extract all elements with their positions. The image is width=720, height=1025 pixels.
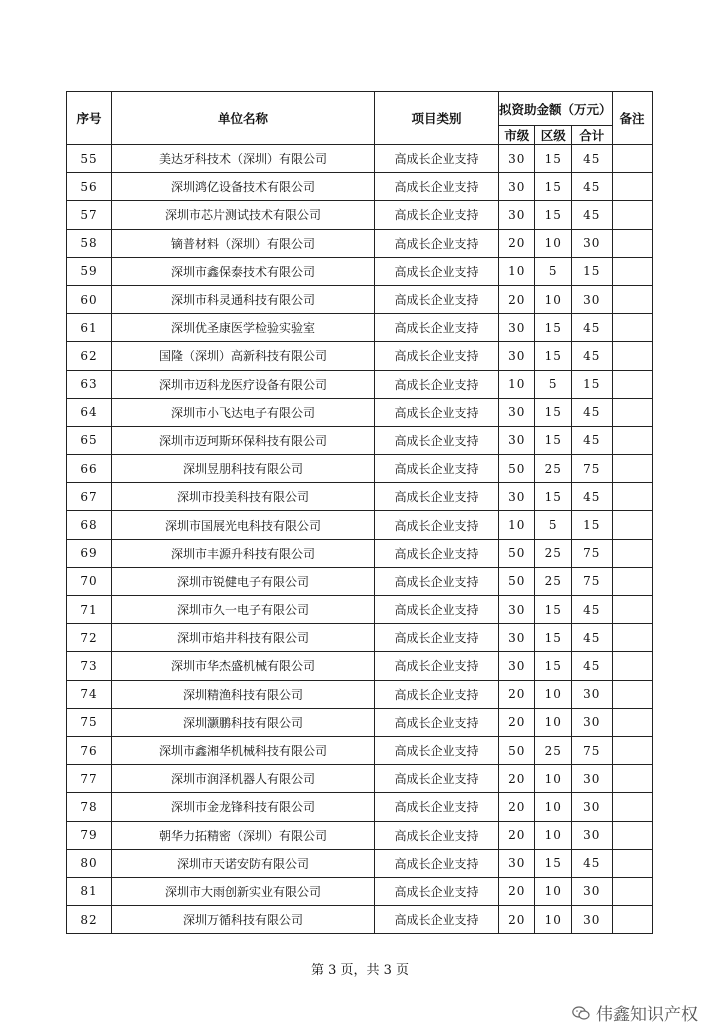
cell-total-amount: 45: [571, 483, 612, 511]
table-row: [67, 708, 653, 736]
table-row: [67, 342, 653, 370]
cell-district-amount: 5: [535, 511, 571, 539]
cell-city-amount: 30: [499, 426, 535, 454]
cell-category: 高成长企业支持: [375, 455, 499, 483]
cell-city-amount: 20: [499, 285, 535, 313]
cell-district-amount: 25: [535, 455, 571, 483]
cell-category: 高成长企业支持: [375, 765, 499, 793]
cell-district-amount: 15: [535, 483, 571, 511]
cell-remarks: [612, 455, 652, 483]
table-body: [67, 145, 653, 934]
cell-seq: 64: [67, 398, 112, 426]
cell-seq: 57: [67, 201, 112, 229]
cell-remarks: [612, 736, 652, 764]
cell-category: 高成长企业支持: [375, 342, 499, 370]
cell-total-amount: 45: [571, 596, 612, 624]
cell-company-name: 深圳市大雨创新实业有限公司: [112, 877, 375, 905]
cell-remarks: [612, 201, 652, 229]
cell-total-amount: 75: [571, 455, 612, 483]
cell-company-name: 深圳市丰源升科技有限公司: [112, 539, 375, 567]
cell-company-name: 深圳市迈科龙医疗设备有限公司: [112, 370, 375, 398]
cell-company-name: 深圳市金龙锋科技有限公司: [112, 793, 375, 821]
cell-seq: 78: [67, 793, 112, 821]
cell-remarks: [612, 652, 652, 680]
cell-company-name: 深圳市天诺安防有限公司: [112, 849, 375, 877]
cell-district-amount: 25: [535, 736, 571, 764]
watermark-text: 伟鑫知识产权: [596, 1005, 698, 1025]
table-row: [67, 765, 653, 793]
cell-category: 高成长企业支持: [375, 877, 499, 905]
cell-total-amount: 30: [571, 793, 612, 821]
cell-seq: 60: [67, 285, 112, 313]
cell-company-name: 深圳市久一电子有限公司: [112, 596, 375, 624]
table-row: [67, 567, 653, 595]
cell-total-amount: 45: [571, 426, 612, 454]
cell-seq: 61: [67, 314, 112, 342]
cell-total-amount: 30: [571, 229, 612, 257]
cell-seq: 81: [67, 877, 112, 905]
cell-category: 高成长企业支持: [375, 736, 499, 764]
table-row: [67, 793, 653, 821]
cell-total-amount: 45: [571, 201, 612, 229]
header-remarks: 备注: [612, 92, 652, 145]
cell-city-amount: 30: [499, 342, 535, 370]
cell-city-amount: 20: [499, 877, 535, 905]
cell-city-amount: 30: [499, 483, 535, 511]
cell-remarks: [612, 708, 652, 736]
cell-city-amount: 30: [499, 314, 535, 342]
table-row: [67, 821, 653, 849]
cell-city-amount: 30: [499, 145, 535, 173]
cell-category: 高成长企业支持: [375, 511, 499, 539]
cell-category: 高成长企业支持: [375, 849, 499, 877]
cell-total-amount: 15: [571, 370, 612, 398]
table-row: [67, 680, 653, 708]
cell-district-amount: 10: [535, 793, 571, 821]
cell-total-amount: 30: [571, 821, 612, 849]
table-row: [67, 483, 653, 511]
table-row: [67, 596, 653, 624]
cell-seq: 56: [67, 173, 112, 201]
cell-district-amount: 15: [535, 173, 571, 201]
table-row: [67, 426, 653, 454]
cell-district-amount: 10: [535, 906, 571, 934]
cell-total-amount: 30: [571, 906, 612, 934]
cell-seq: 63: [67, 370, 112, 398]
cell-category: 高成长企业支持: [375, 483, 499, 511]
cell-category: 高成长企业支持: [375, 370, 499, 398]
cell-category: 高成长企业支持: [375, 426, 499, 454]
cell-district-amount: 10: [535, 877, 571, 905]
cell-category: 高成长企业支持: [375, 708, 499, 736]
cell-district-amount: 15: [535, 652, 571, 680]
cell-category: 高成长企业支持: [375, 398, 499, 426]
table-row: [67, 455, 653, 483]
cell-district-amount: 10: [535, 285, 571, 313]
cell-remarks: [612, 342, 652, 370]
cell-district-amount: 15: [535, 624, 571, 652]
cell-company-name: 朝华力拓精密（深圳）有限公司: [112, 821, 375, 849]
cell-company-name: 深圳市国展光电科技有限公司: [112, 511, 375, 539]
cell-district-amount: 10: [535, 680, 571, 708]
cell-city-amount: 10: [499, 370, 535, 398]
cell-remarks: [612, 370, 652, 398]
cell-total-amount: 45: [571, 624, 612, 652]
table-row: [67, 229, 653, 257]
cell-company-name: 深圳万循科技有限公司: [112, 906, 375, 934]
cell-company-name: 深圳优圣康医学检验实验室: [112, 314, 375, 342]
cell-category: 高成长企业支持: [375, 596, 499, 624]
cell-city-amount: 20: [499, 708, 535, 736]
cell-seq: 77: [67, 765, 112, 793]
table-row: [67, 511, 653, 539]
cell-city-amount: 30: [499, 849, 535, 877]
cell-company-name: 深圳市鑫湘华机械科技有限公司: [112, 736, 375, 764]
cell-category: 高成长企业支持: [375, 567, 499, 595]
cell-district-amount: 15: [535, 596, 571, 624]
cell-remarks: [612, 539, 652, 567]
funding-table: [66, 91, 653, 934]
cell-category: 高成长企业支持: [375, 539, 499, 567]
cell-total-amount: 45: [571, 314, 612, 342]
cell-city-amount: 30: [499, 596, 535, 624]
cell-total-amount: 30: [571, 765, 612, 793]
cell-remarks: [612, 285, 652, 313]
cell-company-name: 深圳市焰井科技有限公司: [112, 624, 375, 652]
cell-seq: 62: [67, 342, 112, 370]
cell-company-name: 美达牙科技术（深圳）有限公司: [112, 145, 375, 173]
cell-seq: 79: [67, 821, 112, 849]
cell-city-amount: 10: [499, 257, 535, 285]
cell-seq: 59: [67, 257, 112, 285]
header-seq: 序号: [67, 92, 112, 145]
header-category: 项目类别: [375, 92, 499, 145]
cell-seq: 58: [67, 229, 112, 257]
cell-company-name: 深圳灏鹏科技有限公司: [112, 708, 375, 736]
table-row: [67, 736, 653, 764]
cell-remarks: [612, 877, 652, 905]
table-row: [67, 370, 653, 398]
cell-remarks: [612, 793, 652, 821]
cell-category: 高成长企业支持: [375, 821, 499, 849]
cell-city-amount: 20: [499, 680, 535, 708]
cell-seq: 80: [67, 849, 112, 877]
table-row: [67, 173, 653, 201]
table-row: [67, 257, 653, 285]
cell-company-name: 深圳市小飞达电子有限公司: [112, 398, 375, 426]
cell-company-name: 镝普材料（深圳）有限公司: [112, 229, 375, 257]
cell-district-amount: 10: [535, 765, 571, 793]
cell-company-name: 深圳市锐健电子有限公司: [112, 567, 375, 595]
header-name: 单位名称: [112, 92, 375, 145]
cell-remarks: [612, 257, 652, 285]
cell-category: 高成长企业支持: [375, 680, 499, 708]
cell-city-amount: 20: [499, 906, 535, 934]
cell-company-name: 深圳市润泽机器人有限公司: [112, 765, 375, 793]
cell-remarks: [612, 483, 652, 511]
cell-remarks: [612, 145, 652, 173]
cell-city-amount: 50: [499, 539, 535, 567]
table-row: [67, 145, 653, 173]
cell-company-name: 深圳市芯片测试技术有限公司: [112, 201, 375, 229]
cell-total-amount: 30: [571, 285, 612, 313]
cell-remarks: [612, 680, 652, 708]
cell-total-amount: 30: [571, 708, 612, 736]
cell-company-name: 深圳市投美科技有限公司: [112, 483, 375, 511]
cell-city-amount: 20: [499, 229, 535, 257]
table-row: [67, 849, 653, 877]
cell-seq: 76: [67, 736, 112, 764]
cell-remarks: [612, 314, 652, 342]
header-city: 市级: [499, 126, 535, 145]
header-amount-group: 拟资助金额（万元）: [499, 92, 613, 126]
cell-total-amount: 30: [571, 877, 612, 905]
cell-category: 高成长企业支持: [375, 145, 499, 173]
cell-category: 高成长企业支持: [375, 173, 499, 201]
cell-district-amount: 25: [535, 567, 571, 595]
cell-district-amount: 15: [535, 426, 571, 454]
cell-company-name: 深圳鸿亿设备技术有限公司: [112, 173, 375, 201]
table-row: [67, 398, 653, 426]
cell-company-name: 深圳市迈珂斯环保科技有限公司: [112, 426, 375, 454]
cell-city-amount: 50: [499, 736, 535, 764]
cell-category: 高成长企业支持: [375, 624, 499, 652]
cell-district-amount: 10: [535, 708, 571, 736]
cell-district-amount: 15: [535, 849, 571, 877]
cell-company-name: 深圳精渔科技有限公司: [112, 680, 375, 708]
cell-remarks: [612, 596, 652, 624]
cell-city-amount: 30: [499, 624, 535, 652]
cell-total-amount: 15: [571, 257, 612, 285]
cell-remarks: [612, 849, 652, 877]
cell-district-amount: 10: [535, 821, 571, 849]
cell-company-name: 国隆（深圳）高新科技有限公司: [112, 342, 375, 370]
cell-remarks: [612, 624, 652, 652]
cell-district-amount: 15: [535, 145, 571, 173]
cell-seq: 66: [67, 455, 112, 483]
watermark: [572, 1000, 698, 1025]
cell-seq: 69: [67, 539, 112, 567]
cell-city-amount: 10: [499, 511, 535, 539]
cell-city-amount: 30: [499, 652, 535, 680]
cell-city-amount: 20: [499, 765, 535, 793]
table-row: [67, 285, 653, 313]
cell-remarks: [612, 765, 652, 793]
cell-seq: 70: [67, 567, 112, 595]
cell-remarks: [612, 426, 652, 454]
cell-remarks: [612, 567, 652, 595]
cell-seq: 55: [67, 145, 112, 173]
cell-total-amount: 45: [571, 652, 612, 680]
cell-seq: 74: [67, 680, 112, 708]
cell-city-amount: 30: [499, 173, 535, 201]
cell-city-amount: 50: [499, 567, 535, 595]
cell-remarks: [612, 906, 652, 934]
cell-category: 高成长企业支持: [375, 257, 499, 285]
table-row: [67, 877, 653, 905]
cell-seq: 65: [67, 426, 112, 454]
cell-company-name: 深圳市华杰盛机械有限公司: [112, 652, 375, 680]
table-row: [67, 314, 653, 342]
cell-remarks: [612, 229, 652, 257]
cell-city-amount: 30: [499, 398, 535, 426]
cell-seq: 71: [67, 596, 112, 624]
cell-category: 高成长企业支持: [375, 285, 499, 313]
cell-category: 高成长企业支持: [375, 906, 499, 934]
cell-category: 高成长企业支持: [375, 652, 499, 680]
cell-district-amount: 15: [535, 398, 571, 426]
cell-total-amount: 45: [571, 145, 612, 173]
cell-city-amount: 50: [499, 455, 535, 483]
cell-company-name: 深圳昱朋科技有限公司: [112, 455, 375, 483]
cell-seq: 72: [67, 624, 112, 652]
cell-category: 高成长企业支持: [375, 793, 499, 821]
cell-district-amount: 15: [535, 314, 571, 342]
cell-total-amount: 45: [571, 173, 612, 201]
cell-total-amount: 75: [571, 736, 612, 764]
cell-category: 高成长企业支持: [375, 314, 499, 342]
cell-seq: 82: [67, 906, 112, 934]
cell-remarks: [612, 173, 652, 201]
cell-city-amount: 20: [499, 821, 535, 849]
cell-total-amount: 75: [571, 567, 612, 595]
cell-total-amount: 45: [571, 398, 612, 426]
cell-category: 高成长企业支持: [375, 229, 499, 257]
cell-total-amount: 30: [571, 680, 612, 708]
cell-city-amount: 20: [499, 793, 535, 821]
cell-category: 高成长企业支持: [375, 201, 499, 229]
cell-total-amount: 75: [571, 539, 612, 567]
table-row: [67, 624, 653, 652]
cell-remarks: [612, 398, 652, 426]
cell-company-name: 深圳市科灵通科技有限公司: [112, 285, 375, 313]
cell-district-amount: 10: [535, 229, 571, 257]
header-district: 区级: [535, 126, 571, 145]
table-row: [67, 652, 653, 680]
cell-district-amount: 25: [535, 539, 571, 567]
cell-district-amount: 5: [535, 370, 571, 398]
cell-total-amount: 45: [571, 849, 612, 877]
cell-seq: 73: [67, 652, 112, 680]
cell-company-name: 深圳市鑫保泰技术有限公司: [112, 257, 375, 285]
cell-district-amount: 5: [535, 257, 571, 285]
cell-seq: 68: [67, 511, 112, 539]
cell-total-amount: 45: [571, 342, 612, 370]
header-total: 合计: [571, 126, 612, 145]
table-row: [67, 201, 653, 229]
wechat-icon: [572, 1006, 590, 1020]
cell-seq: 67: [67, 483, 112, 511]
cell-city-amount: 30: [499, 201, 535, 229]
table-row: [67, 906, 653, 934]
cell-district-amount: 15: [535, 342, 571, 370]
cell-district-amount: 15: [535, 201, 571, 229]
cell-seq: 75: [67, 708, 112, 736]
table-row: [67, 539, 653, 567]
cell-remarks: [612, 821, 652, 849]
cell-total-amount: 15: [571, 511, 612, 539]
cell-remarks: [612, 511, 652, 539]
page-footer: 第 3 页，共 3 页: [310, 963, 410, 978]
